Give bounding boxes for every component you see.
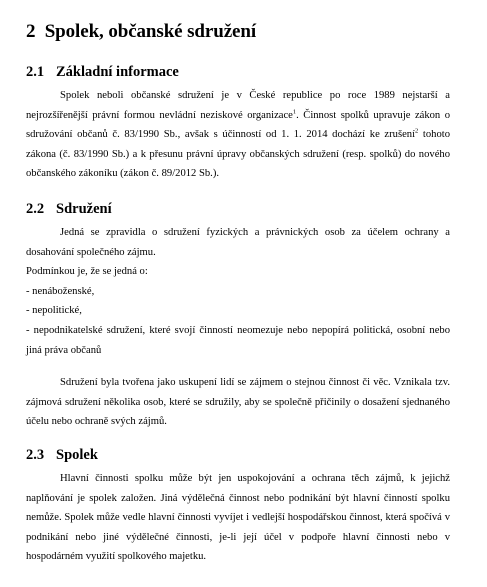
section-title: Sdružení	[56, 200, 112, 217]
section-paragraph	[26, 86, 450, 184]
section-paragraph: Sdružení byla tvořena jako uskupení lidí se zájmem o stejnou činnost či věc. Vznikala tzv. zájmová sdružení několika osob, které se sdružily, aby se společně přičinily o dosažení sjednaného účelu nebo ochraně svých zájmů.	[26, 377, 450, 428]
footnote-marker[interactable]: 2	[415, 127, 419, 135]
list-item: - nenáboženské,	[26, 285, 95, 297]
section-number: 2.1	[26, 64, 45, 80]
section-heading-spolek	[26, 445, 450, 465]
section-paragraph: Jedná se zpravidla o sdružení fyzických a právnických osob za účelem ochrany a dosahování společného zájmu.	[26, 226, 450, 258]
section-paragraph: Hlavní činnosti spolku může být jen uspokojování a ochrana těch zájmů, k jejichž naplňování je spolek založen. Jiná výdělečná činnost nebo podnikání být hlavní činností spolku nemůže. Spolek může vedle hlavní činnosti vyvíjet i vedlejší hospodářskou činnost, která spočívá v podnikání nebo jiné výdělečné činnosti, je-li její účel v podpoře hlavní činnosti nebo v hospodárném využití spolkového majetku.	[26, 472, 450, 563]
section-number: 2.2	[26, 200, 45, 217]
list-intro: Podmínkou je, že se jedná o:	[26, 266, 148, 278]
paragraph-text: tohoto zákona (č. 83/1990 Sb.) a k přesunu právní úpravy občanských sdružení (resp. spolků) do nového občanského zákoníku (zákon č. 89/2012 Sb.).	[26, 129, 450, 180]
footnote-marker[interactable]: 1	[292, 108, 297, 116]
section-heading-zakladni-informace	[26, 62, 450, 82]
chapter-title: Spolek, občanské sdružení	[44, 21, 257, 42]
section-title: Spolek	[56, 446, 98, 463]
section-number: 2.3	[26, 446, 45, 463]
list-item: - nepodnikatelské sdružení, které svojí činností neomezuje nebo nepopírá politická, osobní nebo jiná práva občanů	[26, 324, 450, 356]
chapter-heading	[26, 20, 450, 44]
section-heading-sdruzeni	[26, 199, 450, 219]
paragraph-text: Spolek neboli občanské sdružení je v České republice po roce 1989 nejstarší a nejrozšířenější právní formou nevládní neziskové organizace	[26, 90, 450, 121]
list-item: - nepolitické,	[26, 305, 82, 317]
paragraph-text: . Činnost spolků upravuje zákon o sdružování občanů č. 83/1990 Sb., avšak s účinností od 1. 1. 2014 dochází ke zrušení	[26, 109, 450, 141]
chapter-number: 2	[26, 21, 36, 42]
document-page	[26, 20, 450, 567]
section-title: Základní informace	[56, 64, 179, 80]
